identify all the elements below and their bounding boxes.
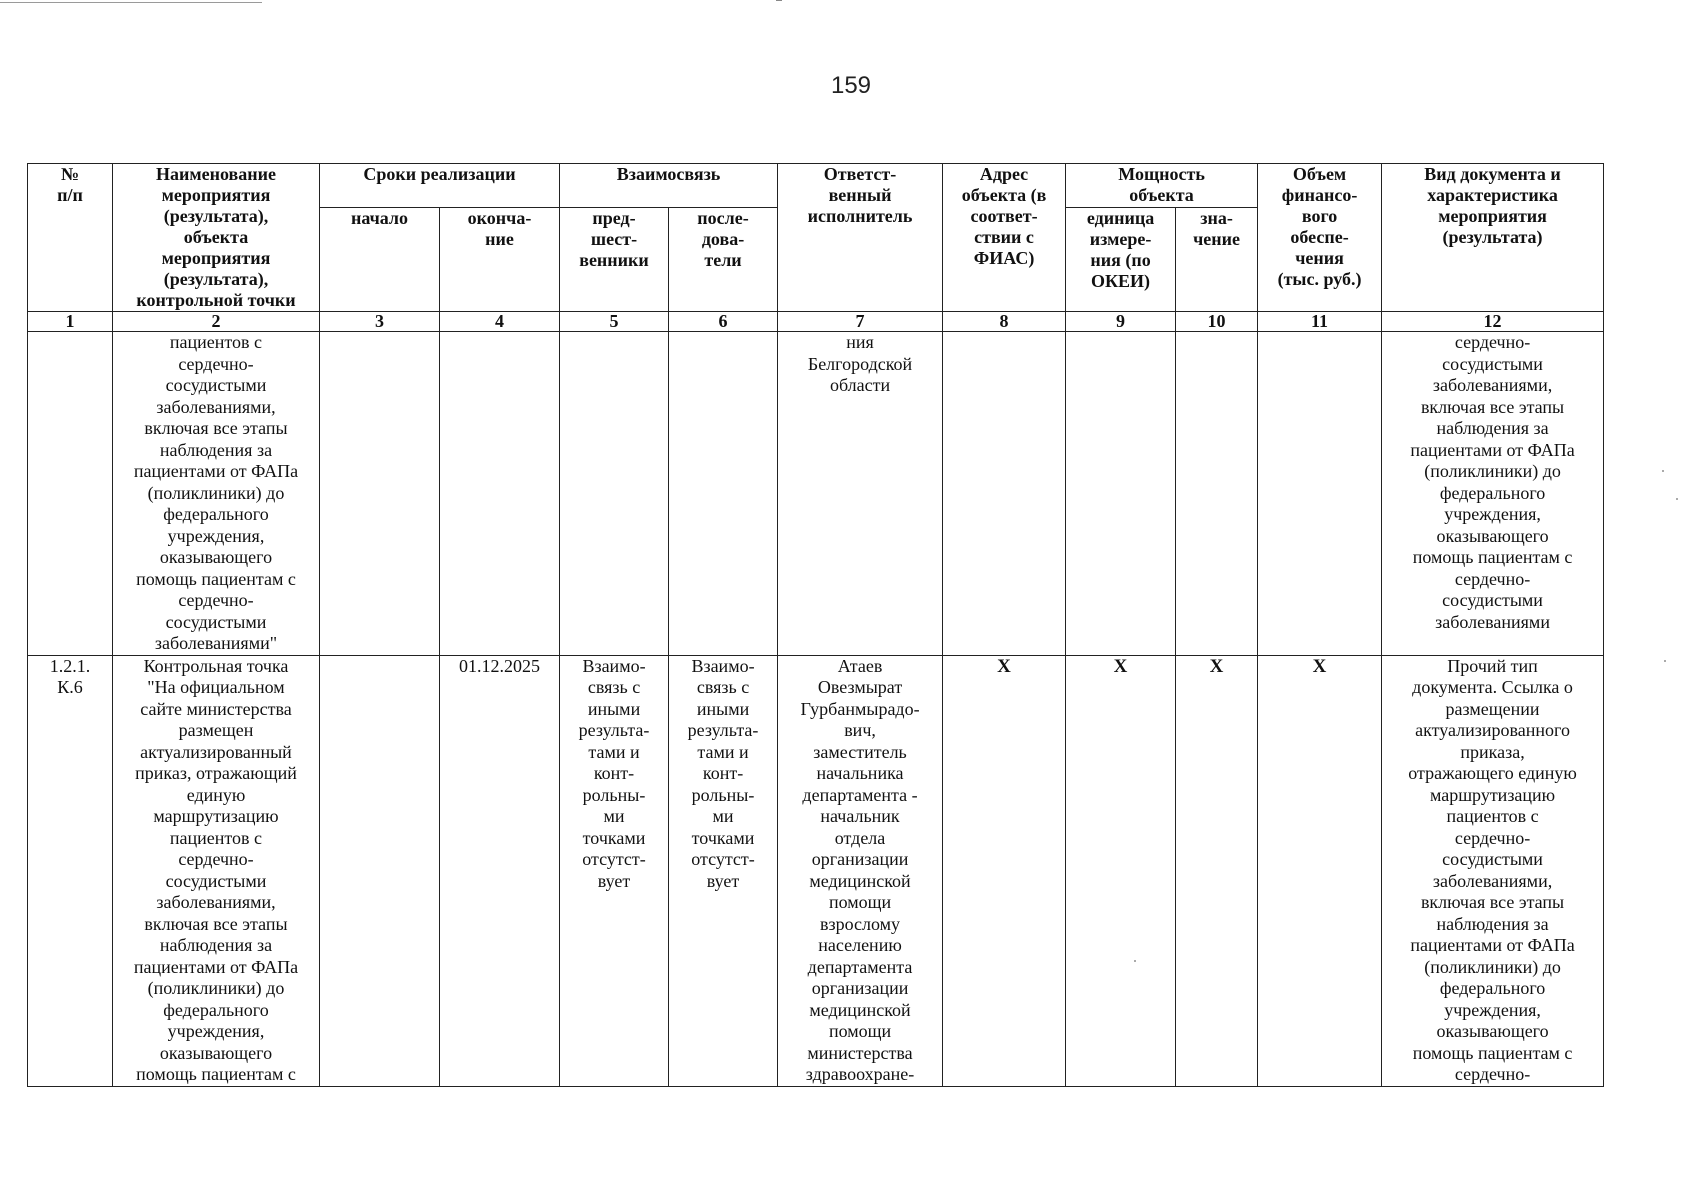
cell-number <box>28 332 113 656</box>
cell-funding: Х <box>1258 655 1382 1086</box>
scan-speck <box>1134 960 1136 962</box>
cell-document: Прочий тип документа. Ссылка о размещении актуализированного приказа, отражающего единую маршрутизацию пациентов с сердечно- сосудистыми заболеваниями, включая все этапы наблюдения за пациентами от ФАПа (поликлиники) до федерального учреждения, оказывающего помощь пациентам с сердечно- <box>1382 655 1604 1086</box>
column-number: 5 <box>560 312 669 332</box>
column-number: 11 <box>1258 312 1382 332</box>
table-row <box>28 332 1604 656</box>
column-number: 10 <box>1176 312 1258 332</box>
column-number: 12 <box>1382 312 1604 332</box>
header-responsible: Ответст- венный исполнитель <box>778 164 943 312</box>
header-document-type: Вид документа и характеристика мероприятия (результата) <box>1382 164 1604 312</box>
cell-address <box>943 332 1066 656</box>
column-number: 1 <box>28 312 113 332</box>
column-number: 3 <box>320 312 440 332</box>
scan-speck <box>1662 470 1664 472</box>
cell-activity-name: пациентов с сердечно- сосудистыми заболеваниями, включая все этапы наблюдения за пациентами от ФАПа (поликлиники) до федерального учреждения, оказывающего помощь пациентам с сердечно- сосудистыми заболеваниями" <box>113 332 320 656</box>
cell-activity-name: Контрольная точка "На официальном сайте министерства размещен актуализированный приказ, отражающий единую маршрутизацию пациентов с сердечно- сосудистыми заболеваниями, включая все этапы наблюдения за пациентами от ФАПа (поликлиники) до федерального учреждения, оказывающего помощь пациентам с <box>113 655 320 1086</box>
cell-start <box>320 655 440 1086</box>
cell-predecessors: Взаимо- связь с иными результа- тами и конт- рольны- ми точками отсутст- вует <box>560 655 669 1086</box>
cell-predecessors <box>560 332 669 656</box>
header-start: начало <box>320 207 440 311</box>
cell-value <box>1176 332 1258 656</box>
header-number: № п/п <box>28 164 113 312</box>
cell-value: Х <box>1176 655 1258 1086</box>
header-end: оконча- ние <box>440 207 560 311</box>
scan-edge-line <box>0 2 262 3</box>
cell-successors <box>669 332 778 656</box>
scan-speck <box>1664 660 1666 662</box>
header-link-group: Взаимосвязь <box>560 164 778 208</box>
column-number: 8 <box>943 312 1066 332</box>
column-number: 6 <box>669 312 778 332</box>
implementation-plan-table <box>27 163 1604 1087</box>
header-address: Адрес объекта (в соответ- ствии с ФИАС) <box>943 164 1066 312</box>
column-number: 2 <box>113 312 320 332</box>
header-value: зна- чение <box>1176 207 1258 311</box>
cell-successors: Взаимо- связь с иными результа- тами и конт- рольны- ми точками отсутст- вует <box>669 655 778 1086</box>
cell-responsible: Атаев Овезмырат Гурбанмырадо- вич, заместитель начальника департамента - начальник отдела организации медицинской помощи взрослому населению департамента организации медицинской помощи министерства здравоохране- <box>778 655 943 1086</box>
header-predecessors: пред- шест- венники <box>560 207 669 311</box>
column-number-row <box>28 312 1604 332</box>
header-successors: после- дова- тели <box>669 207 778 311</box>
cell-funding <box>1258 332 1382 656</box>
cell-responsible: ния Белгородской области <box>778 332 943 656</box>
cell-start <box>320 332 440 656</box>
header-activity-name: Наименование мероприятия (результата), объекта мероприятия (результата), контрольной точки <box>113 164 320 312</box>
column-number: 9 <box>1066 312 1176 332</box>
cell-document: сердечно- сосудистыми заболеваниями, включая все этапы наблюдения за пациентами от ФАПа (поликлиники) до федерального учреждения, оказывающего помощь пациентам с сердечно- сосудистыми заболеваниями <box>1382 332 1604 656</box>
header-timing-group: Сроки реализации <box>320 164 560 208</box>
header-unit: единица измере- ния (по ОКЕИ) <box>1066 207 1176 311</box>
header-funding: Объем финансо- вого обеспе- чения (тыс. руб.) <box>1258 164 1382 312</box>
cell-unit <box>1066 332 1176 656</box>
column-number: 4 <box>440 312 560 332</box>
cell-unit: Х <box>1066 655 1176 1086</box>
cell-address: Х <box>943 655 1066 1086</box>
column-number: 7 <box>778 312 943 332</box>
table-row <box>28 655 1604 1086</box>
header-capacity-group: Мощность объекта <box>1066 164 1258 208</box>
cell-number: 1.2.1. К.6 <box>28 655 113 1086</box>
scan-speck <box>1676 498 1678 500</box>
header-row-1 <box>28 164 1604 208</box>
cell-end <box>440 332 560 656</box>
scan-edge-mark <box>776 0 782 1</box>
cell-end: 01.12.2025 <box>440 655 560 1086</box>
page-number: 159 <box>830 72 872 99</box>
